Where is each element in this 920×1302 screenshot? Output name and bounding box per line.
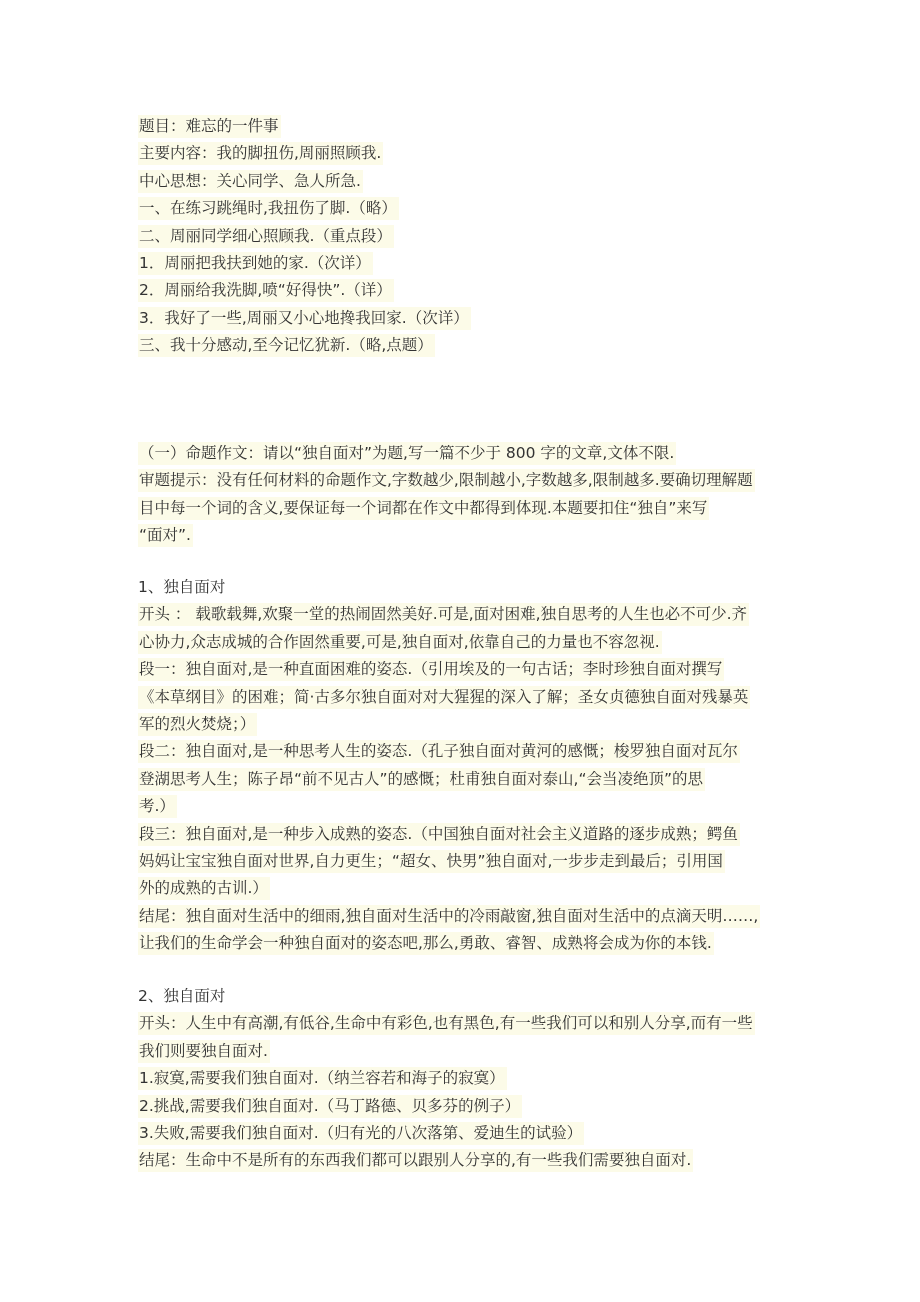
essay-prompt-line: （一）命题作文：请以“独自面对”为题,写一篇不少于 800 字的文章,文体不限. — [138, 440, 788, 467]
outline-point-1: 一、在练习跳绳时,我扭伤了脚.（略） — [138, 195, 788, 222]
segment-3-line-1: 段三：独自面对,是一种步入成熟的姿态.（中国独自面对社会主义道路的逐步成熟；鳄鱼 — [138, 821, 788, 848]
segment-2-line-1: 段二：独自面对,是一种思考人生的姿态.（孔子独自面对黄河的感慨；梭罗独自面对瓦尔 — [138, 738, 788, 765]
item-2: 2.挑战,需要我们独自面对.（马丁路德、贝多芬的例子） — [138, 1093, 788, 1120]
essay-prompt-section — [138, 440, 788, 550]
segment-2-line-2: 登湖思考人生；陈子昂“前不见古人”的感慨；杜甫独自面对泰山,“会当凌绝顶”的思 — [138, 766, 788, 793]
segment-1-line-2: 《本草纲目》的困难；简·古多尔独自面对对大猩猩的深入了解；圣女贞德独自面对残暴英 — [138, 684, 788, 711]
outline-facing-alone-1 — [138, 574, 788, 957]
opening-line-2: 心协力,众志成城的合作固然重要,可是,独自面对,依靠自己的力量也不容忽视. — [138, 629, 788, 656]
ending-line: 结尾：生命中不是所有的东西我们都可以跟别人分享的,有一些我们需要独自面对. — [138, 1147, 788, 1174]
segment-3-line-3: 外的成熟的古训.） — [138, 875, 788, 902]
item-3: 3.失败,需要我们独自面对.（归有光的八次落第、爱迪生的试验） — [138, 1120, 788, 1147]
item-1: 1.寂寞,需要我们独自面对.（纳兰容若和海子的寂寞） — [138, 1065, 788, 1092]
essay-hint-line-2: 目中每一个词的含义,要保证每一个词都在作文中都得到体现.本题要扣住“独自”来写 — [138, 495, 788, 522]
outline-facing-alone-2 — [138, 983, 788, 1175]
section-heading: 2、独自面对 — [138, 987, 226, 1005]
outline-summary-line: 主要内容：我的脚扭伤,周丽照顾我. — [138, 140, 788, 167]
ending-line-1: 结尾：独自面对生活中的细雨,独自面对生活中的冷雨敲窗,独自面对生活中的点滴天明……, — [138, 903, 788, 930]
outline-title-line: 题目：难忘的一件事 — [138, 113, 788, 140]
outline-point-3: 三、我十分感动,至今记忆犹新.（略,点题） — [138, 332, 788, 359]
segment-1-line-1: 段一：独自面对,是一种直面困难的姿态.（引用埃及的一句古话；李时珍独自面对撰写 — [138, 656, 788, 683]
outline-point-2: 二、周丽同学细心照顾我.（重点段） — [138, 223, 788, 250]
opening-line-1: 开头：人生中有高潮,有低谷,生命中有彩色,也有黑色,有一些我们可以和别人分享,而有一些 — [138, 1010, 788, 1037]
outline-theme-line: 中心思想：关心同学、急人所急. — [138, 168, 788, 195]
segment-2-line-3: 考.） — [138, 793, 788, 820]
essay-hint-line-1: 审题提示：没有任何材料的命题作文,字数越少,限制越小,字数越多,限制越多.要确切理解题 — [138, 467, 788, 494]
ending-line-2: 让我们的生命学会一种独自面对的姿态吧,那么,勇敢、睿智、成熟将会成为你的本钱. — [138, 930, 788, 957]
opening-line-2: 我们则要独自面对. — [138, 1038, 788, 1065]
opening-line-1: 开头 ： 载歌载舞,欢聚一堂的热闹固然美好.可是,面对困难,独自思考的人生也必不可少.齐 — [138, 601, 788, 628]
outline-memorable-event — [138, 113, 788, 360]
section-heading: 1、独自面对 — [138, 578, 226, 596]
outline-subpoint-2-1: 1．周丽把我扶到她的家.（次详） — [138, 250, 788, 277]
segment-3-line-2: 妈妈让宝宝独自面对世界,自力更生；“超女、快男”独自面对,一步步走到最后；引用国 — [138, 848, 788, 875]
segment-1-line-3: 军的烈火焚烧；） — [138, 711, 788, 738]
outline-subpoint-2-2: 2．周丽给我洗脚,喷“好得快”.（详） — [138, 277, 788, 304]
outline-subpoint-2-3: 3．我好了一些,周丽又小心地搀我回家.（次详） — [138, 305, 788, 332]
essay-hint-line-3: “面对”. — [138, 522, 788, 549]
